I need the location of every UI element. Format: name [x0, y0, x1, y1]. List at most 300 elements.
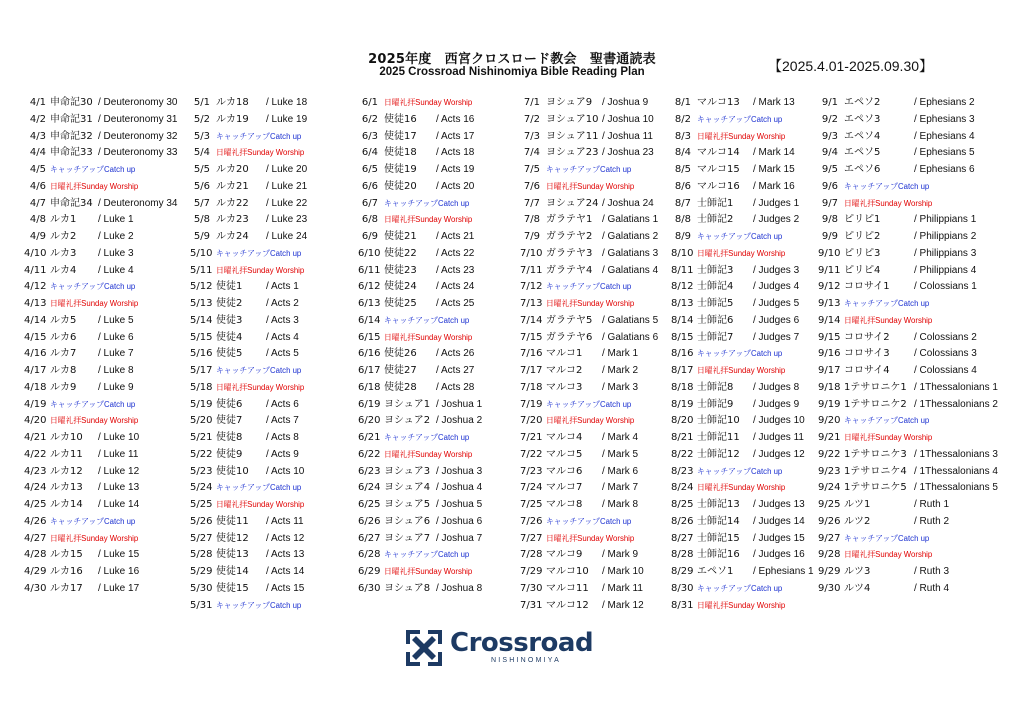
reading-date: 6/21: [358, 432, 381, 443]
reading-date: 6/13: [358, 298, 381, 309]
reading-date: 5/5: [193, 164, 210, 175]
reading-english: / 1Thessalonians 5: [914, 482, 998, 494]
sunday-worship-label: 日曜礼拝Sunday Worship: [697, 600, 786, 610]
reading-date: 7/31: [520, 599, 543, 611]
reading-japanese: マルコ7: [546, 482, 583, 494]
reading-english: / Luke 1: [98, 214, 134, 226]
reading-date: 7/4: [523, 147, 540, 159]
reading-japanese: コロサイ3: [844, 348, 890, 360]
reading-date: 4/9: [29, 231, 46, 242]
reading-date: 5/29: [190, 566, 213, 577]
reading-japanese: ガラテヤ4: [546, 264, 593, 276]
reading-date: 5/7: [193, 197, 210, 209]
reading-date: 7/3: [523, 130, 540, 142]
reading-date: 8/19: [671, 398, 694, 410]
reading-date: 8/26: [671, 515, 694, 527]
reading-japanese: 使徒2: [216, 298, 243, 309]
reading-japanese: 使徒25: [384, 298, 417, 309]
reading-date: 8/22: [671, 448, 694, 460]
reading-date: 9/12: [818, 281, 841, 293]
reading-date: 6/19: [358, 398, 381, 410]
reading-english: / Judges 12: [753, 448, 805, 460]
reading-date: 4/5: [29, 164, 46, 175]
reading-date: 4/19: [24, 398, 47, 410]
catch-up-label: キャッチアップCatch up: [546, 282, 632, 292]
reading-date: 8/25: [671, 499, 694, 510]
reading-date: 9/11: [818, 264, 841, 276]
reading-english: / Acts 23: [436, 264, 475, 276]
sunday-worship-label: 日曜礼拝Sunday Worship: [50, 533, 139, 543]
reading-date: 7/19: [520, 398, 543, 410]
catch-up-label: キャッチアップCatch up: [50, 516, 136, 526]
reading-date: 5/6: [193, 180, 210, 192]
reading-english: / Judges 11: [753, 432, 804, 443]
catch-up-label: キャッチアップCatch up: [697, 232, 783, 241]
reading-japanese: 士師記2: [697, 214, 734, 226]
reading-date: 7/2: [523, 113, 540, 125]
reading-date: 5/4: [193, 147, 210, 159]
reading-date: 5/13: [190, 298, 213, 309]
reading-japanese: ピリピ3: [844, 247, 881, 259]
reading-japanese: 使徒8: [216, 432, 243, 443]
reading-japanese: 1テサロニケ2: [844, 398, 907, 410]
reading-english: / Luke 9: [98, 381, 134, 393]
reading-english: / Ephesians 4: [914, 130, 975, 142]
reading-english: / Mark 6: [602, 465, 639, 477]
reading-date: 5/18: [190, 381, 213, 393]
reading-date: 4/30: [24, 582, 47, 594]
sunday-worship-label: 日曜礼拝Sunday Worship: [384, 215, 473, 225]
reading-date: 6/29: [358, 566, 381, 577]
reading-date: 4/24: [24, 482, 47, 494]
reading-date: 6/3: [361, 130, 378, 142]
reading-english: / Joshua 11: [602, 130, 653, 142]
reading-date: 8/18: [671, 381, 694, 393]
sunday-worship-label: 日曜礼拝Sunday Worship: [697, 248, 786, 258]
reading-japanese: 使徒9: [216, 448, 243, 460]
reading-english: / Mark 13: [753, 97, 795, 108]
reading-date: 7/14: [520, 314, 543, 326]
reading-english: / Mark 15: [753, 164, 795, 175]
reading-japanese: 使徒19: [384, 164, 417, 175]
reading-date: 8/24: [671, 482, 694, 494]
sunday-worship-label: 日曜礼拝Sunday Worship: [546, 299, 635, 308]
reading-date: 5/9: [193, 231, 210, 242]
reading-english: / Judges 7: [753, 331, 800, 343]
reading-date: 6/26: [358, 515, 381, 527]
reading-date: 9/3: [821, 130, 838, 142]
reading-english: / Acts 13: [266, 549, 305, 561]
reading-date: 9/24: [818, 482, 841, 494]
reading-date: 8/12: [671, 281, 694, 293]
reading-japanese: 申命記30: [50, 97, 93, 108]
reading-english: / Galatians 5: [602, 314, 659, 326]
reading-date: 6/18: [358, 381, 381, 393]
reading-english: / Joshua 8: [436, 582, 483, 594]
reading-date: 8/5: [674, 164, 691, 175]
reading-english: / Acts 24: [436, 281, 475, 293]
reading-english: / Philippians 3: [914, 247, 977, 259]
reading-japanese: 使徒16: [384, 113, 417, 125]
reading-japanese: ガラテヤ1: [546, 214, 593, 226]
reading-japanese: ガラテヤ6: [546, 331, 593, 343]
reading-date: 5/28: [190, 549, 213, 561]
reading-date: 6/12: [358, 281, 381, 293]
reading-date: 5/23: [190, 465, 213, 477]
reading-japanese: コロサイ4: [844, 365, 890, 376]
reading-japanese: 士師記15: [697, 532, 740, 544]
reading-japanese: ピリピ4: [844, 264, 881, 276]
reading-japanese: コロサイ2: [844, 331, 890, 343]
reading-japanese: 1テサロニケ3: [844, 448, 907, 460]
reading-date: 8/2: [674, 113, 691, 125]
reading-japanese: ルカ11: [50, 448, 83, 460]
reading-english: / Acts 19: [436, 164, 475, 175]
reading-date: 9/17: [818, 365, 841, 376]
catch-up-label: キャッチアップCatch up: [844, 299, 930, 308]
reading-date: 7/5: [523, 164, 540, 175]
reading-japanese: ルカ23: [216, 214, 249, 226]
reading-date: 9/30: [818, 582, 841, 594]
sunday-worship-label: 日曜礼拝Sunday Worship: [216, 265, 305, 275]
reading-japanese: コロサイ1: [844, 281, 890, 293]
reading-japanese: 使徒17: [384, 130, 417, 142]
reading-english: / Acts 2: [266, 298, 299, 309]
reading-japanese: ルカ5: [50, 314, 77, 326]
reading-japanese: 使徒10: [216, 465, 249, 477]
reading-english: / Luke 8: [98, 365, 134, 376]
reading-japanese: ルカ12: [50, 465, 83, 477]
sunday-worship-label: 日曜礼拝Sunday Worship: [384, 98, 473, 107]
reading-date: 9/21: [818, 432, 841, 443]
reading-date: 6/27: [358, 532, 381, 544]
reading-english: / 1Thessalonians 1: [914, 381, 998, 393]
reading-date: 9/29: [818, 566, 841, 577]
reading-date: 9/9: [821, 231, 838, 242]
reading-japanese: 使徒4: [216, 331, 243, 343]
reading-english: / Ruth 1: [914, 499, 950, 510]
reading-date: 6/14: [358, 314, 381, 326]
catch-up-label: キャッチアップCatch up: [216, 131, 302, 141]
reading-date: 9/10: [818, 247, 841, 259]
reading-japanese: ヨシュア23: [546, 147, 599, 159]
reading-japanese: ルカ8: [50, 365, 77, 376]
reading-japanese: マルコ1: [546, 348, 583, 360]
reading-date: 6/28: [358, 549, 381, 561]
reading-english: / Acts 3: [266, 314, 299, 326]
reading-japanese: エペソ2: [844, 97, 881, 108]
reading-date: 4/16: [24, 348, 47, 360]
catch-up-label: キャッチアップCatch up: [697, 114, 783, 124]
reading-date: 6/9: [361, 231, 378, 242]
reading-date: 4/25: [24, 499, 47, 510]
reading-date: 8/6: [674, 180, 691, 192]
reading-japanese: 使徒20: [384, 180, 417, 192]
reading-english: / Luke 13: [98, 482, 140, 494]
reading-english: / Judges 9: [753, 398, 800, 410]
reading-english: / Mark 12: [602, 599, 644, 611]
reading-japanese: マルコ10: [546, 566, 589, 577]
reading-japanese: 士師記10: [697, 415, 740, 427]
reading-japanese: 士師記1: [697, 197, 734, 209]
reading-date: 9/22: [818, 448, 841, 460]
reading-english: / Acts 16: [436, 113, 475, 125]
sunday-worship-label: 日曜礼拝Sunday Worship: [844, 550, 933, 560]
reading-date: 5/16: [190, 348, 213, 360]
reading-date: 7/15: [520, 331, 543, 343]
reading-date: 6/30: [358, 582, 381, 594]
reading-japanese: ルカ24: [216, 231, 249, 242]
reading-english: / Philippians 1: [914, 214, 977, 226]
reading-english: / Joshua 10: [602, 113, 654, 125]
reading-english: / Joshua 7: [436, 532, 483, 544]
reading-japanese: エペソ5: [844, 147, 881, 159]
reading-date: 7/17: [520, 365, 543, 376]
reading-date: 4/12: [24, 281, 47, 293]
sunday-worship-label: 日曜礼拝Sunday Worship: [216, 382, 305, 392]
reading-japanese: ルカ19: [216, 113, 249, 125]
catch-up-label: キャッチアップCatch up: [697, 349, 783, 359]
reading-japanese: 使徒6: [216, 398, 243, 410]
crossroad-logo: [406, 628, 606, 668]
reading-date: 7/22: [520, 448, 543, 460]
reading-date: 8/23: [671, 465, 694, 477]
reading-date: 5/15: [190, 331, 213, 343]
reading-date: 4/22: [24, 448, 47, 460]
reading-date: 6/17: [358, 365, 381, 376]
reading-date: 9/1: [821, 97, 838, 108]
reading-japanese: ルカ20: [216, 164, 249, 175]
catch-up-label: キャッチアップCatch up: [216, 600, 302, 610]
reading-english: / Joshua 1: [436, 398, 483, 410]
reading-english: / Joshua 4: [436, 482, 483, 494]
date-range: 【2025.4.01-2025.09.30】: [768, 58, 934, 74]
catch-up-label: キャッチアップCatch up: [844, 533, 930, 543]
reading-date: 8/29: [671, 566, 694, 577]
reading-english: / Luke 19: [266, 113, 308, 125]
reading-english: / Luke 21: [266, 180, 308, 192]
catch-up-label: キャッチアップCatch up: [384, 550, 470, 560]
reading-date: 4/14: [24, 314, 47, 326]
reading-english: / Luke 20: [266, 164, 308, 175]
reading-japanese: ルカ9: [50, 381, 77, 393]
catch-up-label: キャッチアップCatch up: [844, 416, 930, 426]
reading-date: 5/20: [190, 415, 213, 427]
reading-date: 8/15: [671, 331, 694, 343]
reading-date: 6/16: [358, 348, 381, 360]
reading-date: 5/24: [190, 482, 213, 494]
reading-english: / Ruth 3: [914, 566, 950, 577]
title-japanese: 2025年度 西宮クロスロード教会 聖書通読表: [368, 52, 656, 67]
reading-english: / Judges 13: [753, 499, 805, 510]
reading-date: 4/21: [24, 432, 47, 443]
reading-date: 9/15: [818, 331, 841, 343]
reading-japanese: ルツ3: [844, 566, 871, 577]
reading-date: 8/20: [671, 415, 694, 427]
reading-japanese: ルカ10: [50, 432, 83, 443]
reading-english: / Mark 7: [602, 482, 639, 494]
reading-english: / Acts 17: [436, 130, 475, 142]
reading-english: / Deuteronomy 32: [98, 130, 178, 142]
reading-english: / Acts 21: [436, 231, 475, 242]
reading-date: 5/11: [190, 264, 213, 276]
reading-japanese: ルカ14: [50, 499, 83, 510]
catch-up-label: キャッチアップCatch up: [216, 366, 302, 375]
reading-japanese: 使徒24: [384, 281, 417, 293]
reading-english: / Galatians 2: [602, 231, 659, 242]
reading-english: / Judges 14: [753, 515, 805, 527]
reading-english: / Deuteronomy 34: [98, 197, 178, 209]
catch-up-label: キャッチアップCatch up: [384, 198, 470, 208]
reading-english: / 1Thessalonians 3: [914, 448, 998, 460]
reading-english: / Mark 14: [753, 147, 795, 159]
reading-japanese: 1テサロニケ1: [844, 381, 907, 393]
reading-english: / 1Thessalonians 2: [914, 398, 998, 410]
reading-date: 6/8: [361, 214, 378, 226]
reading-date: 6/25: [358, 499, 381, 510]
sunday-worship-label: 日曜礼拝Sunday Worship: [844, 198, 933, 208]
sunday-worship-label: 日曜礼拝Sunday Worship: [216, 500, 305, 509]
reading-japanese: 士師記6: [697, 314, 734, 326]
reading-japanese: 士師記3: [697, 264, 734, 276]
reading-date: 4/6: [29, 180, 46, 192]
reading-english: / Luke 18: [266, 97, 308, 108]
reading-date: 7/21: [520, 432, 543, 443]
reading-date: 7/25: [520, 499, 543, 510]
reading-japanese: ガラテヤ3: [546, 247, 593, 259]
reading-japanese: ルカ22: [216, 197, 249, 209]
reading-date: 5/17: [190, 365, 213, 376]
reading-date: 9/25: [818, 499, 841, 510]
reading-japanese: 士師記9: [697, 398, 734, 410]
reading-date: 9/8: [821, 214, 838, 226]
reading-japanese: 使徒28: [384, 381, 417, 393]
reading-date: 8/8: [674, 214, 691, 226]
reading-japanese: 士師記14: [697, 515, 740, 527]
reading-japanese: マルコ13: [697, 97, 740, 108]
sunday-worship-label: 日曜礼拝Sunday Worship: [384, 567, 473, 576]
reading-japanese: マルコ14: [697, 147, 740, 159]
reading-date: 6/20: [358, 415, 381, 427]
reading-japanese: エペソ1: [697, 566, 734, 577]
reading-english: / Mark 4: [602, 432, 639, 443]
reading-date: 7/1: [523, 97, 540, 108]
reading-english: / Mark 5: [602, 448, 639, 460]
reading-japanese: ヨシュア8: [384, 582, 431, 594]
reading-english: / Joshua 6: [436, 515, 483, 527]
reading-japanese: ガラテヤ2: [546, 231, 593, 242]
sunday-worship-label: 日曜礼拝Sunday Worship: [546, 533, 635, 543]
catch-up-label: キャッチアップCatch up: [216, 248, 302, 258]
reading-date: 8/21: [671, 432, 694, 443]
reading-date: 6/6: [361, 180, 378, 192]
reading-date: 7/6: [523, 180, 540, 192]
reading-english: / Ephesians 3: [914, 113, 975, 125]
sunday-worship-label: 日曜礼拝Sunday Worship: [844, 315, 933, 325]
reading-date: 9/5: [821, 164, 838, 175]
reading-english: / Judges 15: [753, 532, 805, 544]
reading-date: 6/1: [361, 97, 378, 108]
reading-japanese: ヨシュア1: [384, 398, 431, 410]
reading-date: 5/8: [193, 214, 210, 226]
reading-english: / Luke 17: [98, 582, 140, 594]
reading-date: 6/15: [358, 331, 381, 343]
reading-japanese: マルコ4: [546, 432, 583, 443]
catch-up-label: キャッチアップCatch up: [844, 181, 930, 191]
reading-date: 8/14: [671, 314, 694, 326]
sunday-worship-label: 日曜礼拝Sunday Worship: [844, 433, 933, 442]
catch-up-label: キャッチアップCatch up: [384, 315, 470, 325]
reading-english: / Acts 27: [436, 365, 475, 376]
reading-english: / Mark 11: [602, 582, 643, 594]
reading-date: 8/9: [674, 231, 691, 242]
reading-date: 8/13: [671, 298, 694, 309]
reading-english: / Ephesians 6: [914, 164, 975, 175]
reading-english: / Galatians 6: [602, 331, 659, 343]
reading-english: / Acts 15: [266, 582, 305, 594]
reading-date: 5/22: [190, 448, 213, 460]
reading-english: / Philippians 4: [914, 264, 977, 276]
reading-date: 5/26: [190, 515, 213, 527]
catch-up-label: キャッチアップCatch up: [50, 165, 136, 174]
reading-date: 9/18: [818, 381, 841, 393]
reading-english: / Acts 18: [436, 147, 475, 159]
reading-date: 5/27: [190, 532, 213, 544]
reading-japanese: マルコ3: [546, 381, 583, 393]
catch-up-label: キャッチアップCatch up: [697, 466, 783, 476]
reading-japanese: ルカ7: [50, 348, 77, 360]
reading-english: / Joshua 24: [602, 197, 654, 209]
sunday-worship-label: 日曜礼拝Sunday Worship: [384, 449, 473, 459]
reading-english: / Luke 14: [98, 499, 140, 510]
reading-english: / Luke 23: [266, 214, 308, 226]
reading-japanese: エペソ6: [844, 164, 881, 175]
reading-date: 8/28: [671, 549, 694, 561]
reading-english: / Joshua 23: [602, 147, 654, 159]
reading-date: 9/27: [818, 532, 841, 544]
reading-date: 4/13: [24, 298, 47, 309]
reading-japanese: ルカ18: [216, 97, 249, 108]
reading-english: / Acts 9: [266, 448, 299, 460]
reading-japanese: マルコ2: [546, 365, 583, 376]
reading-date: 6/5: [361, 164, 378, 175]
reading-english: / Philippians 2: [914, 231, 977, 242]
reading-japanese: マルコ9: [546, 549, 583, 561]
reading-japanese: 使徒27: [384, 365, 417, 376]
reading-date: 5/1: [193, 97, 210, 108]
reading-japanese: ルカ21: [216, 180, 249, 192]
reading-date: 9/19: [818, 398, 841, 410]
reading-date: 7/20: [520, 415, 543, 427]
reading-english: / Acts 26: [436, 348, 475, 360]
reading-japanese: マルコ11: [546, 582, 589, 594]
reading-english: / Judges 6: [753, 314, 800, 326]
reading-date: 7/29: [520, 566, 543, 577]
reading-japanese: ヨシュア9: [546, 97, 593, 108]
reading-english: / Acts 6: [266, 398, 299, 410]
reading-japanese: ガラテヤ5: [546, 314, 593, 326]
reading-japanese: 使徒21: [384, 231, 417, 242]
reading-japanese: マルコ6: [546, 465, 583, 477]
reading-japanese: 士師記12: [697, 448, 740, 460]
reading-japanese: 申命記33: [50, 147, 93, 159]
reading-english: / Acts 1: [266, 281, 299, 293]
reading-japanese: 使徒23: [384, 264, 417, 276]
reading-date: 7/11: [520, 264, 543, 276]
reading-japanese: 使徒3: [216, 314, 243, 326]
reading-japanese: 士師記16: [697, 549, 740, 561]
reading-date: 8/1: [674, 97, 691, 108]
